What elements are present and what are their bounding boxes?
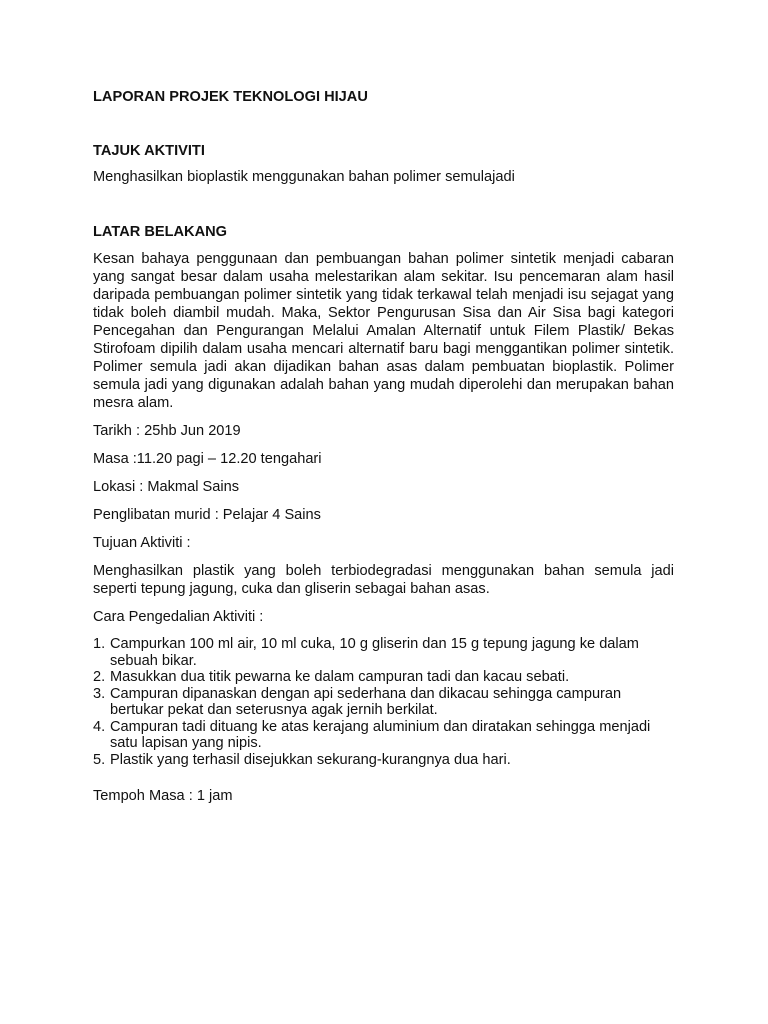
step-number: 5. <box>93 751 106 768</box>
step-number: 4. <box>93 718 106 735</box>
background-text: Kesan bahaya penggunaan dan pembuangan bahan polimer sintetik menjadi cabaran yang sangat besar dalam usaha melestarikan alam sekitar. Isu pencemaran alam hasil daripada pembuangan polimer sintetik yang tidak terkawal telah menjadi isu sejagat yang tidak boleh diambil mudah. Maka, Sektor Pengurusan Sisa dan Air Sisa bagi kategori Pencegahan dan Pengurangan Melalui Amalan Alternatif untuk Filem Plastik/ Bekas Stirofoam dipilih dalam usaha mencari alternatif baru bagi menggantikan polimer sintetik. Polimer semula jadi akan dijadikan bahan asas dalam pembuatan bioplastik. Polimer semula jadi yang digunakan adalah bahan yang mudah diperolehi dan merupakan bahan mesra alam. <box>93 251 674 411</box>
objective-text: Menghasilkan plastik yang boleh terbiodegradasi menggunakan bahan semula jadi seperti tepung jagung, cuka dan gliserin sebagai bahan asas. <box>93 563 674 597</box>
participants-line: Penglibatan murid : Pelajar 4 Sains <box>93 507 321 523</box>
background-heading: LATAR BELAKANG <box>93 224 228 240</box>
step-number: 1. <box>93 636 106 652</box>
date-line: Tarikh : 25hb Jun 2019 <box>93 423 241 439</box>
activity-text: Menghasilkan bioplastik menggunakan bahan polimer semulajadi <box>93 169 515 185</box>
steps-label: Cara Pengedalian Aktiviti : <box>93 609 264 625</box>
time-line: Masa :11.20 pagi – 12.20 tengahari <box>93 451 322 467</box>
list-item <box>93 719 674 752</box>
duration-line: Tempoh Masa : 1 jam <box>93 788 233 804</box>
list-item <box>93 636 674 669</box>
report-title: LAPORAN PROJEK TEKNOLOGI HIJAU <box>93 89 368 105</box>
step-number: 3. <box>93 685 106 702</box>
list-item <box>93 669 674 686</box>
list-item <box>93 752 674 769</box>
location-line: Lokasi : Makmal Sains <box>93 479 239 495</box>
list-item <box>93 686 674 719</box>
step-text: Plastik yang terhasil disejukkan sekurang-kurangnya dua hari. <box>110 751 511 768</box>
step-text: Campurkan 100 ml air, 10 ml cuka, 10 g gliserin dan 15 g tepung jagung ke dalam sebuah bikar. <box>110 636 639 669</box>
step-text: Campuran dipanaskan dengan api sederhana dan dikacau sehingga campuran bertukar pekat dan seterusnya agak jernih berkilat. <box>110 685 622 718</box>
objective-label: Tujuan Aktiviti : <box>93 535 191 551</box>
step-text: Masukkan dua titik pewarna ke dalam campuran tadi dan kacau sebati. <box>110 669 570 685</box>
step-text: Campuran tadi dituang ke atas kerajang aluminium dan diratakan sehingga menjadi satu lapisan yang nipis. <box>110 718 651 751</box>
steps-list <box>93 636 674 768</box>
document-page <box>93 88 674 805</box>
activity-heading: TAJUK AKTIVITI <box>93 143 205 159</box>
step-number: 2. <box>93 669 106 685</box>
